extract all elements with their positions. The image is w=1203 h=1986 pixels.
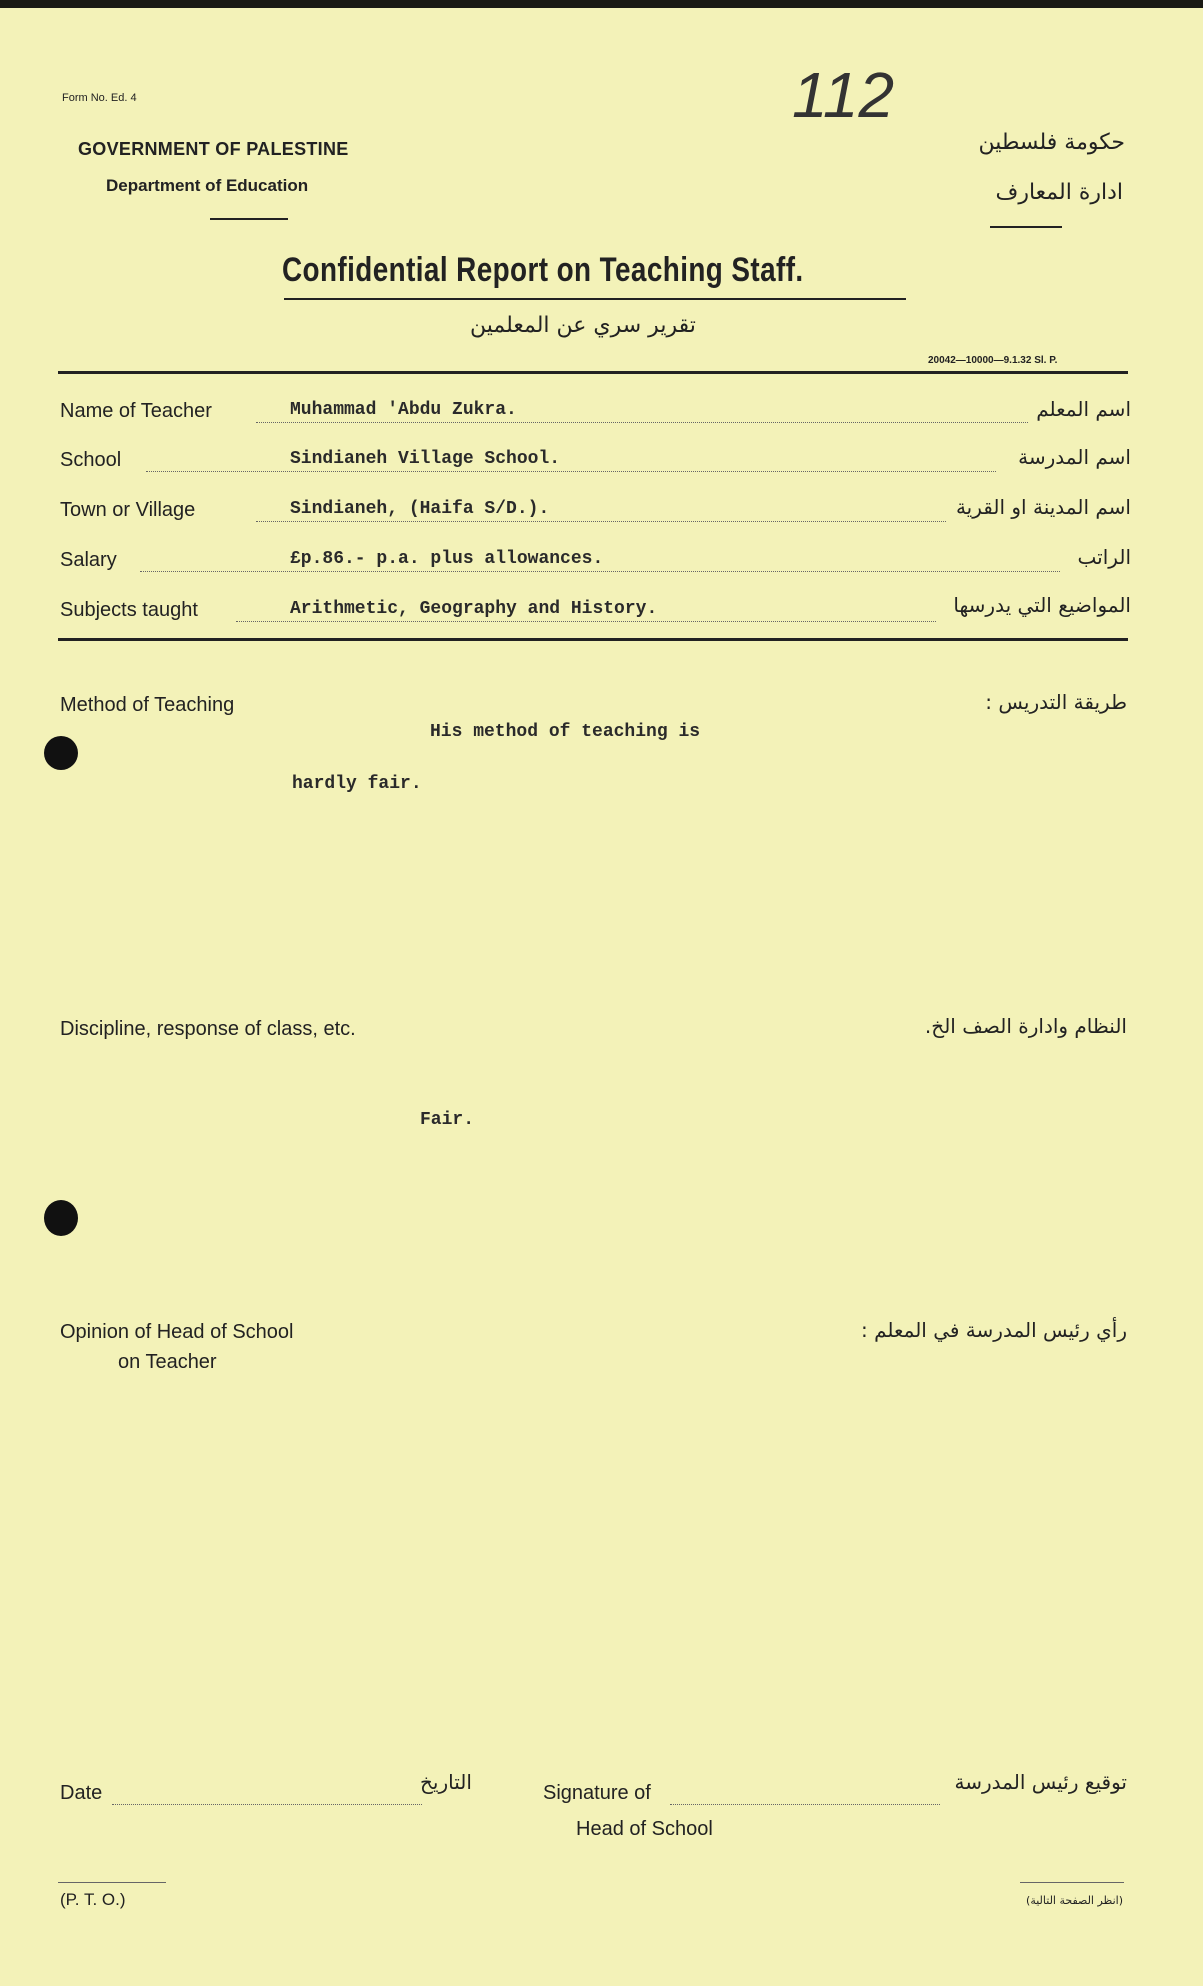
field-value: Arithmetic, Geography and History. [290, 599, 658, 619]
field-label-ar: اسم المدينة او القرية [955, 495, 1131, 519]
dotted-line [146, 471, 996, 472]
field-label-en: Town or Village [60, 499, 196, 521]
method-text-line2: hardly fair. [292, 774, 422, 794]
signature-line [670, 1804, 940, 1805]
date-label-en: Date [60, 1782, 103, 1804]
pto-en: (P. T. O.) [60, 1890, 126, 1909]
method-text-line1: His method of teaching is [430, 722, 701, 742]
header-divider-left [210, 218, 288, 220]
opinion-label-en-line2: on Teacher [118, 1351, 217, 1373]
field-label-ar: اسم المعلم [1036, 397, 1131, 421]
punch-hole [44, 1200, 78, 1236]
report-title-en: Confidential Report on Teaching Staff. [282, 251, 804, 289]
signature-label-ar: توقيع رئيس المدرسة [954, 1770, 1127, 1794]
government-name-ar: حكومة فلسطين [978, 130, 1125, 155]
field-label-ar: اسم المدرسة [1018, 445, 1131, 469]
pto-rule-left [58, 1882, 166, 1883]
field-label-en: School [60, 449, 122, 471]
field-value: Muhammad 'Abdu Zukra. [290, 400, 517, 420]
pto-ar: (انظر الصفحة التالية) [1026, 1894, 1123, 1907]
field-value: Sindianeh, (Haifa S/D.). [290, 499, 550, 519]
title-underline [284, 298, 906, 300]
field-label-ar: الراتب [1077, 545, 1131, 569]
field-label-en: Subjects taught [60, 599, 198, 621]
dotted-line [236, 621, 936, 622]
handwritten-page-number: 112 [792, 59, 895, 131]
opinion-label-ar: رأي رئيس المدرسة في المعلم : [860, 1318, 1127, 1342]
print-code: 20042—10000—9.1.32 Sl. P. [928, 355, 1058, 366]
dotted-line [256, 422, 1028, 423]
opinion-label-en: Opinion of Head of School [60, 1321, 294, 1343]
discipline-value: Fair. [420, 1110, 475, 1130]
report-title-ar: تقرير سري عن المعلمين [470, 313, 696, 338]
pto-rule-right [1020, 1882, 1124, 1883]
date-label-ar: التاريخ [420, 1770, 472, 1794]
department-name-en: Department of Education [106, 176, 309, 195]
government-name-en: GOVERNMENT OF PALESTINE [78, 139, 349, 159]
discipline-label-en: Discipline, response of class, etc. [60, 1018, 356, 1040]
field-label-ar: المواضيع التي يدرسها [953, 593, 1131, 617]
field-value: £p.86.- p.a. plus allowances. [290, 549, 604, 569]
signature-label-en: Signature of [543, 1782, 651, 1804]
field-label-en: Name of Teacher [60, 400, 212, 422]
department-name-ar: ادارة المعارف [995, 180, 1123, 205]
punch-hole [44, 736, 78, 770]
form-number: Form No. Ed. 4 [62, 92, 137, 104]
document-page [0, 8, 1203, 1986]
discipline-label-ar: النظام وادارة الصف الخ. [924, 1014, 1127, 1038]
method-label-en: Method of Teaching [60, 694, 235, 716]
dotted-line [256, 521, 946, 522]
field-value: Sindianeh Village School. [290, 449, 561, 469]
header-divider-right [990, 226, 1062, 228]
method-label-ar: طريقة التدريس : [985, 690, 1127, 714]
fields-top-rule [58, 371, 1128, 374]
dotted-line [140, 571, 1060, 572]
head-of-school-label: Head of School [576, 1818, 713, 1840]
date-line [112, 1804, 422, 1805]
field-label-en: Salary [60, 549, 117, 571]
fields-bottom-rule [58, 638, 1128, 641]
